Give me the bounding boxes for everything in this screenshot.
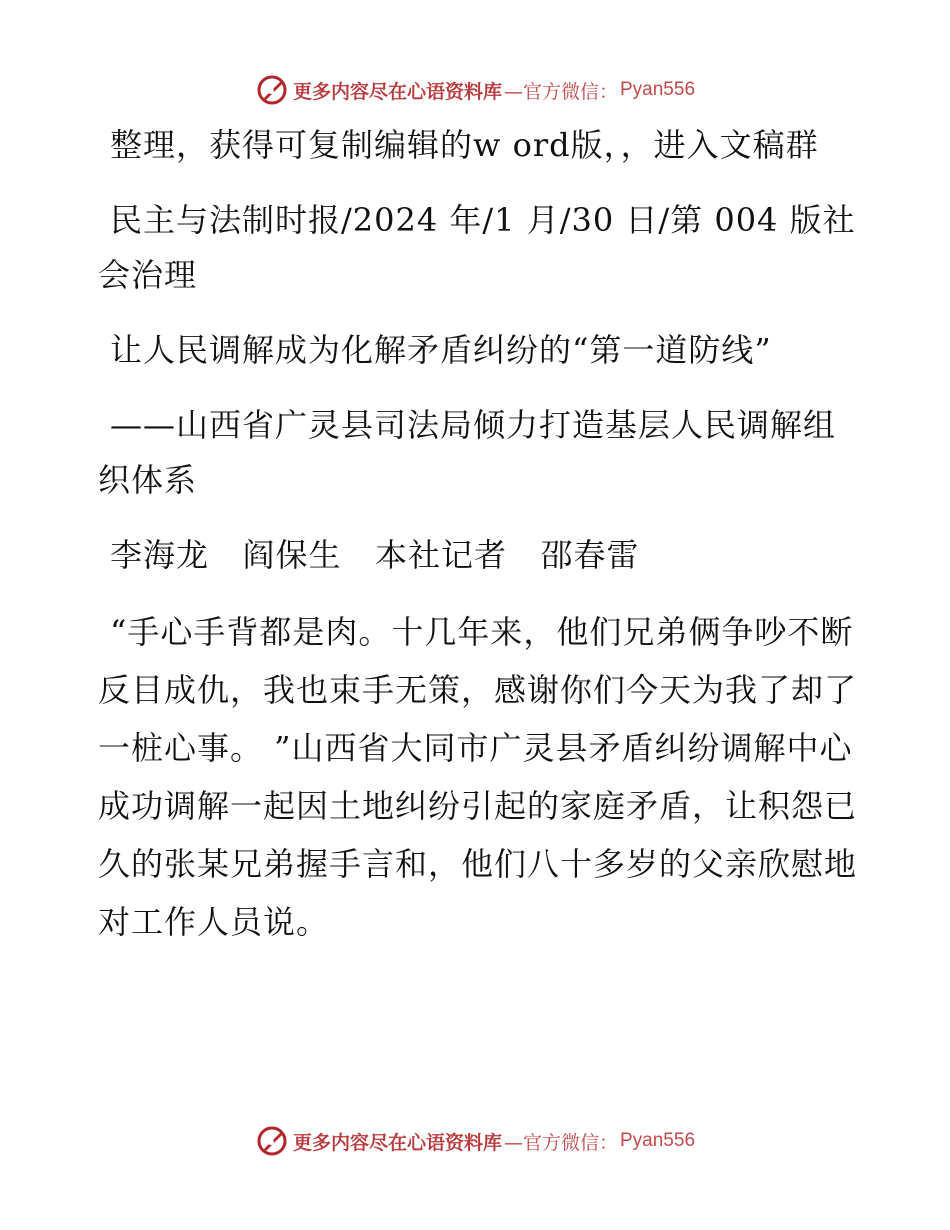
- byline: 李海龙 阎保生 本社记者 邵春雷: [110, 536, 640, 574]
- footer-watermark: [0, 1121, 950, 1161]
- watermark-tail: —官方微信：: [503, 80, 618, 103]
- document-body: [98, 118, 858, 951]
- body-paragraph: “手心手背都是肉。十几年来，他们兄弟俩争吵不断反目成仇，我也束手无策，感谢你们今天为我了却了一桩心事。 ”山西省大同市广灵县矛盾纠纷调解中心成功调解一起因土地纠纷引起的家庭矛盾，让积怨已久的张某兄弟握手言和，他们八十多岁的父亲欣慰地对工作人员说。: [98, 613, 858, 941]
- watermark-id: Pyan556: [620, 1130, 696, 1151]
- watermark-id: Pyan556: [620, 79, 696, 100]
- quill-circle-logo-icon: [255, 1124, 289, 1158]
- source-line: 民主与法制时报/2024 年/1 月/30 日/第 004 版社会治理: [98, 201, 856, 294]
- headline: 让人民调解成为化解矛盾纠纷的“第一道防线”: [110, 331, 772, 369]
- watermark-text: 更多内容尽在心语资料库: [292, 80, 502, 103]
- note-paragraph: 整理，获得可复制编辑的w ord版，，进入文稿群: [110, 126, 819, 164]
- subheadline: ——山西省广灵县司法局倾力打造基层人民调解组织体系: [98, 406, 837, 499]
- watermark-text: 更多内容尽在心语资料库: [292, 1131, 502, 1154]
- header-watermark: [0, 70, 950, 110]
- quill-circle-logo-icon: [255, 73, 289, 107]
- watermark-tail: —官方微信：: [503, 1131, 618, 1154]
